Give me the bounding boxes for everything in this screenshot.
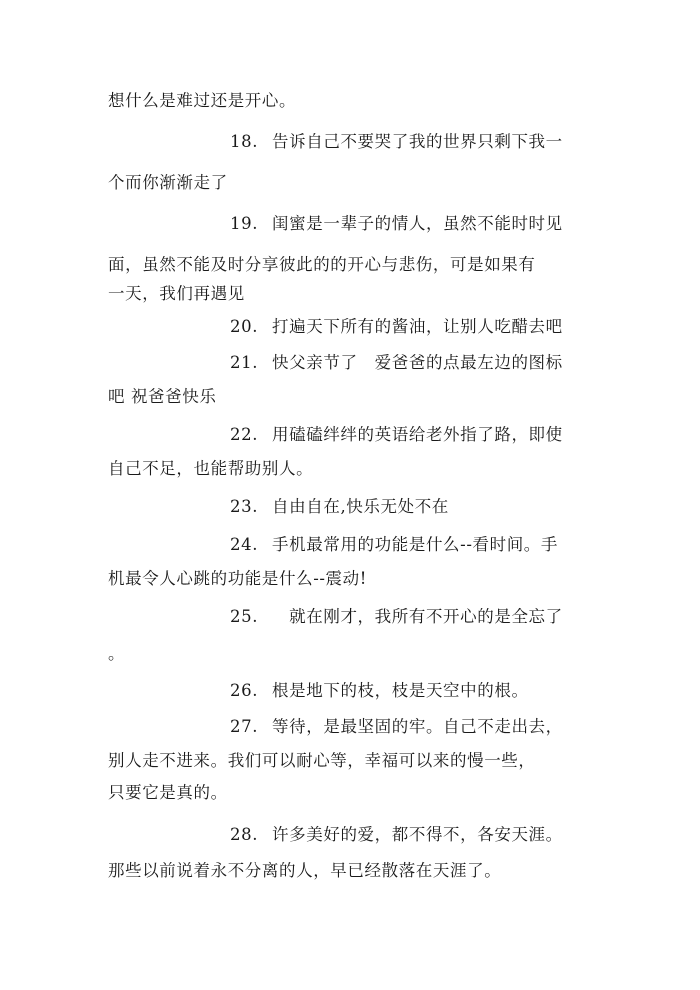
line-text: 个而你渐渐走了 — [108, 173, 228, 192]
list-item — [230, 424, 563, 446]
line-text: 一天，我们再遇见 — [108, 284, 245, 303]
item-number: 24. — [230, 535, 259, 554]
line-text: 用磕磕绊绊的英语给老外指了路，即使 — [272, 425, 563, 444]
text-line — [108, 90, 296, 112]
line-text: 手机最常用的功能是什么--看时间。手 — [272, 535, 558, 554]
line-text: 自己不足，也能帮助别人。 — [108, 459, 314, 478]
line-text: 那些以前说着永不分离的人，早已经散落在天涯了。 — [108, 861, 502, 880]
list-item — [230, 316, 563, 338]
text-line — [108, 254, 536, 276]
line-text: 机最令人心跳的功能是什么--震动! — [108, 569, 367, 588]
text-line — [108, 458, 313, 480]
text-line — [108, 568, 367, 590]
line-text: 打遍天下所有的酱油，让别人吃醋去吧 — [272, 317, 563, 336]
item-number: 18. — [230, 132, 259, 151]
line-text: 快父亲节了 爱爸爸的点最左边的图标 — [272, 353, 563, 372]
line-text: 吧 祝爸爸快乐 — [108, 387, 217, 406]
line-text: 。 — [108, 644, 126, 663]
list-item — [230, 131, 563, 153]
line-text: 根是地下的枝，枝是天空中的根。 — [272, 681, 529, 700]
text-line — [108, 750, 536, 772]
list-item — [230, 534, 558, 556]
list-item — [230, 716, 563, 738]
list-item — [230, 213, 563, 235]
list-item — [230, 606, 563, 628]
line-text: 等待，是最坚固的牢。自己不走出去， — [272, 717, 563, 736]
item-number: 25. — [230, 607, 259, 626]
item-number: 22. — [230, 425, 259, 444]
list-item — [230, 824, 563, 846]
list-item — [230, 496, 449, 518]
item-number: 20. — [230, 317, 259, 336]
text-line — [108, 283, 245, 305]
text-line — [108, 860, 501, 882]
text-line — [108, 782, 228, 804]
text-line — [108, 172, 228, 194]
line-text: 别人走不进来。我们可以耐心等，幸福可以来的慢一些， — [108, 751, 536, 770]
line-text: 自由自在,快乐无处不在 — [272, 497, 449, 516]
line-text: 想什么是难过还是开心。 — [108, 91, 297, 110]
line-text: 就在刚才，我所有不开心的是全忘了 — [272, 607, 563, 626]
line-text: 许多美好的爱，都不得不，各安天涯。 — [272, 825, 563, 844]
item-number: 28. — [230, 825, 259, 844]
line-text: 只要它是真的。 — [108, 783, 228, 802]
item-number: 27. — [230, 717, 259, 736]
list-item — [230, 352, 563, 374]
item-number: 19. — [230, 214, 259, 233]
list-item — [230, 680, 529, 702]
line-text: 闺蜜是一辈子的情人，虽然不能时时见 — [272, 214, 563, 233]
text-line — [108, 386, 216, 408]
line-text: 告诉自己不要哭了我的世界只剩下我一 — [272, 132, 563, 151]
line-text: 面，虽然不能及时分享彼此的的开心与悲伤，可是如果有 — [108, 255, 536, 274]
item-number: 23. — [230, 497, 259, 516]
text-line — [108, 643, 125, 665]
item-number: 21. — [230, 353, 259, 372]
item-number: 26. — [230, 681, 259, 700]
